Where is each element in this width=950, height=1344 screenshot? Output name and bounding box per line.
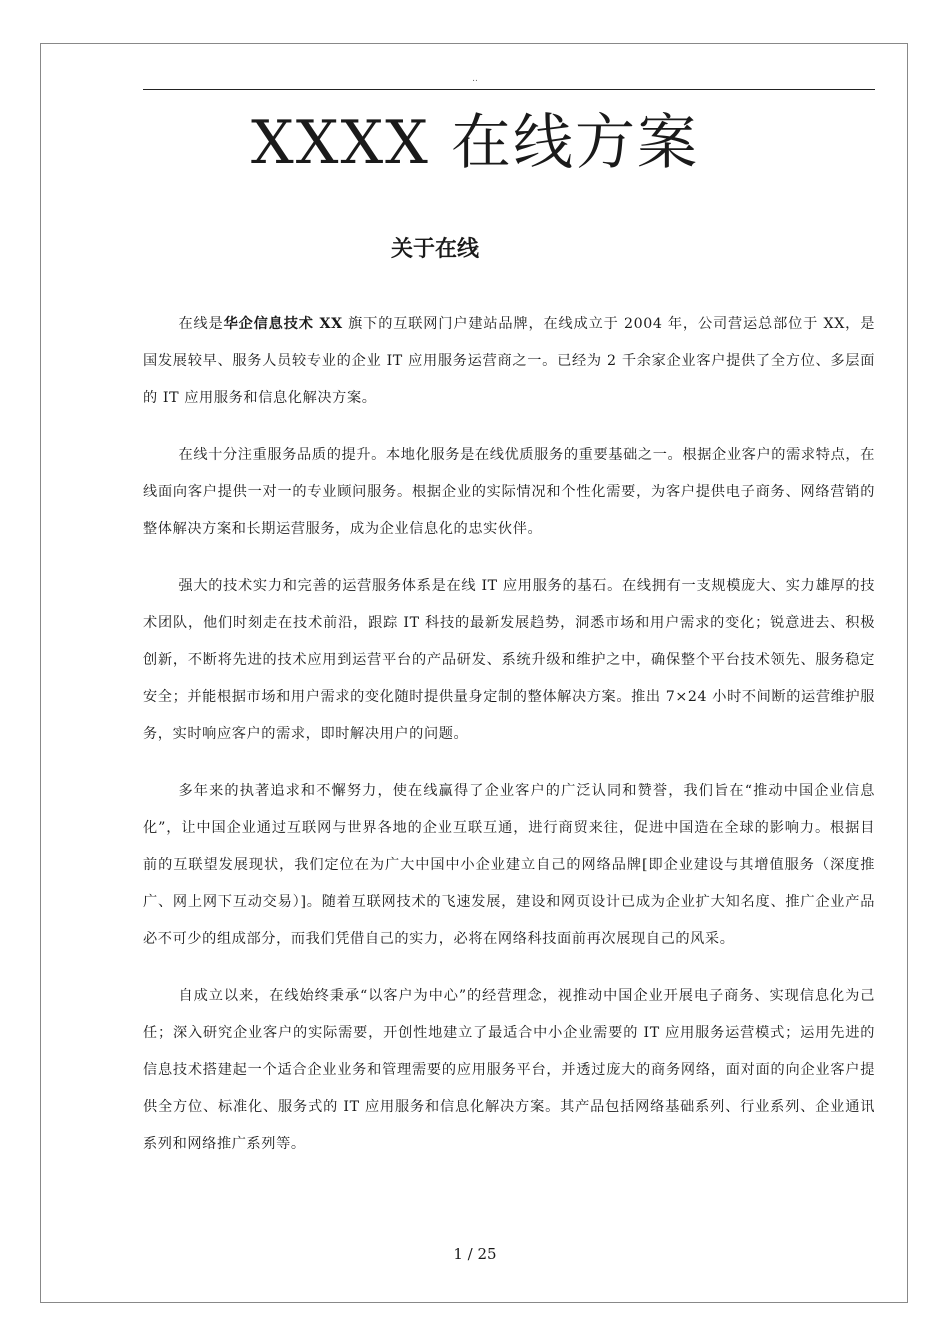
paragraph-1-lead: 在线是 [178,316,224,332]
document-body [143,306,875,1183]
paragraph-5: 自成立以来，在线始终秉承“以客户为中心”的经营理念，视推动中国企业开展电子商务、实现信息化为己任；深入研究企业客户的实际需要，开创性地建立了最适合中小企业需要的 IT 应用服务运营模式；运用先进的信息技术搭建起一个适合企业业务和管理需要的应用服务平台，并透过庞大的商务网络，面对面的向企业客户提供全方位、标准化、服务式的 IT 应用服务和信息化解决方案。其产品包括网络基础系列、行业系列、企业通讯系列和网络推广系列等。 [143,988,875,1152]
section-heading: 关于在线 [390,236,479,262]
page-number: 1 / 25 [453,1245,497,1263]
paragraph-1-rest: 旗下的互联网门户建站品牌，在线成立于 2004 年，公司营运总部位于 XX，是国发展较早、服务人员较专业的企业 IT 应用服务运营商之一。已经为 2 千余家企业客户提供了全方位、多层面的 IT 应用服务和信息化解决方案。 [143,316,875,406]
company-name-bold: 华企信息技术 XX [223,316,343,332]
paragraph-1 [143,306,875,417]
header-mark: .. [472,74,478,84]
document-title: XXXX 在线方案 [251,108,699,178]
paragraph-3: 强大的技术实力和完善的运营服务体系是在线 IT 应用服务的基石。在线拥有一支规模庞大、实力雄厚的技术团队，他们时刻走在技术前沿，跟踪 IT 科技的最新发展趋势，洞悉市场和用户需求的变化；锐意进去、积极创新，不断将先进的技术应用到运营平台的产品研发、系统升级和维护之中，确保整个平台技术领先、服务稳定安全；并能根据市场和用户需求的变化随时提供量身定制的整体解决方案。推出 7×24 小时不间断的运营维护服务，实时响应客户的需求，即时解决用户的问题。 [143,578,875,742]
header-rule [143,89,875,90]
paragraph-2: 在线十分注重服务品质的提升。本地化服务是在线优质服务的重要基础之一。根据企业客户的需求特点，在线面向客户提供一对一的专业顾问服务。根据企业的实际情况和个性化需要，为客户提供电子商务、网络营销的整体解决方案和长期运营服务，成为企业信息化的忠实伙伴。 [143,447,875,537]
paragraph-4: 多年来的执著追求和不懈努力，使在线赢得了企业客户的广泛认同和赞誉，我们旨在“推动中国企业信息化”，让中国企业通过互联网与世界各地的企业互联互通，进行商贸来往，促进中国造在全球的影响力。根据目前的互联望发展现状，我们定位在为广大中国中小企业建立自己的网络品牌[即企业建设与其增值服务（深度推广、网上网下互动交易）]。随着互联网技术的飞速发展，建设和网页设计已成为企业扩大知名度、推广企业产品必不可少的组成部分，而我们凭借自己的实力，必将在网络科技面前再次展现自己的风采。 [143,783,875,947]
